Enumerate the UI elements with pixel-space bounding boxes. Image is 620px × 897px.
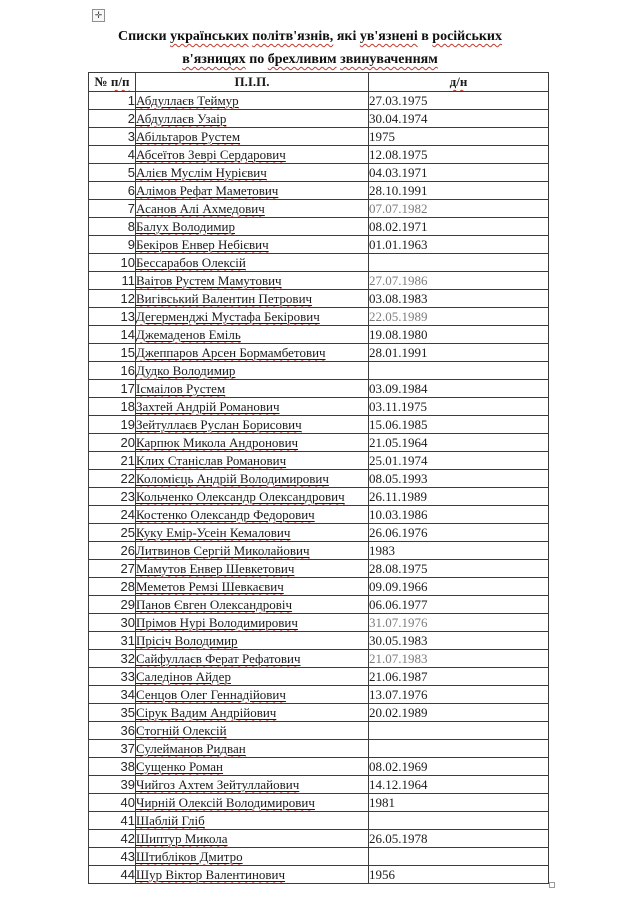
name-cell — [136, 650, 369, 668]
prisoner-name — [136, 759, 223, 774]
name-cell — [136, 776, 369, 794]
row-number-cell: 25 — [89, 524, 136, 542]
row-number-cell: 41 — [89, 812, 136, 830]
table-row — [89, 236, 549, 254]
row-number-cell: 40 — [89, 794, 136, 812]
name-cell — [136, 182, 369, 200]
name-cell — [136, 326, 369, 344]
row-number-cell: 8 — [89, 218, 136, 236]
spellcheck-squiggle-text: Ісмаілов Рустем — [136, 380, 226, 396]
prisoner-name — [136, 777, 299, 792]
dob-cell: 22.05.1989 — [369, 308, 549, 326]
table-row — [89, 794, 549, 812]
row-number-cell: 16 — [89, 362, 136, 380]
row-number-cell: 36 — [89, 722, 136, 740]
prisoner-name — [136, 111, 226, 126]
name-cell — [136, 344, 369, 362]
spellcheck-squiggle-text: Чийгоз Ахтем Зейтуллайович — [136, 776, 300, 792]
name-cell — [136, 164, 369, 182]
table-header-row — [89, 73, 549, 92]
table-move-handle-icon[interactable] — [92, 9, 105, 22]
dob-cell: 04.03.1971 — [369, 164, 549, 182]
four-way-arrow-icon: ✛ — [94, 10, 103, 20]
name-cell — [136, 704, 369, 722]
name-cell — [136, 722, 369, 740]
name-cell — [136, 470, 369, 488]
name-cell — [136, 614, 369, 632]
table-row — [89, 182, 549, 200]
row-number-cell: 38 — [89, 758, 136, 776]
table-row — [89, 506, 549, 524]
table-row — [89, 848, 549, 866]
name-cell — [136, 146, 369, 164]
table-row — [89, 254, 549, 272]
name-cell — [136, 398, 369, 416]
spellcheck-squiggle-text: Джемаденов Еміль — [136, 326, 241, 342]
table-row — [89, 308, 549, 326]
spellcheck-squiggle-text: Балух Володимир — [136, 218, 235, 234]
name-cell — [136, 686, 369, 704]
row-number-cell: 30 — [89, 614, 136, 632]
prisoner-name — [136, 345, 326, 360]
spellcheck-squiggle-text: Прісіч Володимир — [136, 632, 238, 648]
prisoner-name — [136, 219, 235, 234]
row-number-cell: 43 — [89, 848, 136, 866]
table-row — [89, 164, 549, 182]
spellcheck-squiggle-text: Штибліков Дмитро — [136, 848, 243, 864]
spellcheck-squiggle-text: д/н — [449, 74, 468, 89]
table-row — [89, 578, 549, 596]
dob-cell: 26.06.1976 — [369, 524, 549, 542]
dob-cell — [369, 254, 549, 272]
table-row — [89, 290, 549, 308]
dob-cell: 1975 — [369, 128, 549, 146]
spellcheck-squiggle-text: Дудко Володимир — [136, 362, 236, 378]
row-number-cell: 10 — [89, 254, 136, 272]
dob-cell: 1956 — [369, 866, 549, 884]
row-number-cell: 23 — [89, 488, 136, 506]
table-row — [89, 470, 549, 488]
row-number-cell: 42 — [89, 830, 136, 848]
prisoner-name — [136, 435, 298, 450]
dob-cell: 19.08.1980 — [369, 326, 549, 344]
table-row — [89, 92, 549, 110]
table-row — [89, 110, 549, 128]
table-row — [89, 722, 549, 740]
spellcheck-squiggle-text: Джеппаров Арсен Бормамбетович — [136, 344, 326, 360]
dob-cell: 26.11.1989 — [369, 488, 549, 506]
spellcheck-squiggle-text: Сулейманов Ридван — [136, 740, 246, 756]
table-row — [89, 830, 549, 848]
name-cell — [136, 452, 369, 470]
prisoner-name — [136, 579, 284, 594]
dob-cell: 31.07.1976 — [369, 614, 549, 632]
spellcheck-squiggle-text: Сайфуллаєв Ферат Рефатович — [136, 650, 301, 666]
row-number-cell: 28 — [89, 578, 136, 596]
dob-cell: 1983 — [369, 542, 549, 560]
spellcheck-squiggle-text: Панов Євген Олександровіч — [136, 596, 293, 612]
table-row — [89, 488, 549, 506]
dob-cell: 10.03.1986 — [369, 506, 549, 524]
spellcheck-squiggle-text: Дегерменджі Мустафа Бекірович — [136, 308, 320, 324]
dob-cell: 12.08.1975 — [369, 146, 549, 164]
dob-cell: 21.07.1983 — [369, 650, 549, 668]
dob-cell: 09.09.1966 — [369, 578, 549, 596]
document-title-line1: Списки українських політв'язнів, які ув'язнені в російських — [117, 29, 503, 44]
name-cell — [136, 632, 369, 650]
name-cell — [136, 434, 369, 452]
table-row — [89, 218, 549, 236]
dob-cell: 21.05.1964 — [369, 434, 549, 452]
dob-cell: 03.11.1975 — [369, 398, 549, 416]
prisoner-name — [136, 525, 290, 540]
row-number-cell: 29 — [89, 596, 136, 614]
row-number-cell: 35 — [89, 704, 136, 722]
dob-cell — [369, 740, 549, 758]
name-cell — [136, 218, 369, 236]
spellcheck-squiggle-text: Литвинов Сергій Миколайович — [136, 542, 310, 558]
table-row — [89, 128, 549, 146]
name-cell — [136, 200, 369, 218]
name-cell — [136, 380, 369, 398]
spellcheck-squiggle-text: Бекіров Енвер Небієвич — [136, 236, 269, 252]
row-number-cell: 37 — [89, 740, 136, 758]
prisoner-name — [136, 147, 286, 162]
name-cell — [136, 506, 369, 524]
document-title — [40, 25, 580, 71]
table-row — [89, 416, 549, 434]
table-row — [89, 740, 549, 758]
row-number-cell: 5 — [89, 164, 136, 182]
prisoner-name — [136, 813, 205, 828]
dob-cell: 06.06.1977 — [369, 596, 549, 614]
name-cell — [136, 578, 369, 596]
table-row — [89, 542, 549, 560]
spellcheck-squiggle-text: українських — [170, 29, 249, 44]
dob-cell: 21.06.1987 — [369, 668, 549, 686]
spellcheck-squiggle-text: звинуваченням — [340, 52, 438, 67]
row-number-cell: 27 — [89, 560, 136, 578]
row-number-cell: 18 — [89, 398, 136, 416]
name-cell — [136, 740, 369, 758]
table-row — [89, 758, 549, 776]
spellcheck-squiggle-text: Алімов Рефат Маметович — [136, 182, 279, 198]
spellcheck-squiggle-text: Шур Віктор Валентинович — [136, 866, 286, 882]
row-number-cell: 26 — [89, 542, 136, 560]
row-number-cell: 34 — [89, 686, 136, 704]
spellcheck-squiggle-text: Саледінов Айдер — [136, 668, 231, 684]
dob-cell: 26.05.1978 — [369, 830, 549, 848]
table-row — [89, 560, 549, 578]
dob-cell: 28.01.1991 — [369, 344, 549, 362]
prisoner-name — [136, 831, 228, 846]
dob-cell — [369, 812, 549, 830]
name-cell — [136, 524, 369, 542]
prisoner-name — [136, 489, 345, 504]
name-cell — [136, 812, 369, 830]
prisoner-name — [136, 723, 227, 738]
spellcheck-squiggle-text: ув'язнені — [359, 29, 418, 44]
spellcheck-squiggle-text: Абсеїтов Зеврі Сердарович — [136, 146, 286, 162]
prisoner-name — [136, 741, 246, 756]
spellcheck-squiggle-text: Сірук Вадим Андрійович — [136, 704, 277, 720]
prisoner-name — [136, 471, 329, 486]
table-row — [89, 344, 549, 362]
name-cell — [136, 290, 369, 308]
prisoner-name — [136, 507, 315, 522]
row-number-cell: 17 — [89, 380, 136, 398]
row-number-cell: 19 — [89, 416, 136, 434]
table-row — [89, 614, 549, 632]
name-cell — [136, 758, 369, 776]
spellcheck-squiggle-text: Алієв Муслім Нурієвич — [136, 164, 267, 180]
table-row — [89, 632, 549, 650]
prisoner-name — [136, 291, 312, 306]
name-cell — [136, 110, 369, 128]
dob-cell — [369, 722, 549, 740]
dob-cell: 15.06.1985 — [369, 416, 549, 434]
spellcheck-squiggle-text: Абільтаров Рустем — [136, 128, 241, 144]
table-row — [89, 434, 549, 452]
row-number-cell: 15 — [89, 344, 136, 362]
prisoner-name — [136, 129, 240, 144]
prisoner-name — [136, 255, 246, 270]
spellcheck-squiggle-text: Ваітов Рустем Мамутович — [136, 272, 282, 288]
dob-cell: 03.08.1983 — [369, 290, 549, 308]
prisoner-name — [136, 669, 231, 684]
row-number-cell: 31 — [89, 632, 136, 650]
name-cell — [136, 362, 369, 380]
prisoner-name — [136, 561, 294, 576]
dob-cell: 01.01.1963 — [369, 236, 549, 254]
prisoner-name — [136, 237, 269, 252]
prisoner-name — [136, 183, 278, 198]
spellcheck-squiggle-text: Кольченко Олександр Олександрович — [136, 488, 345, 504]
row-number-cell: 21 — [89, 452, 136, 470]
name-cell — [136, 668, 369, 686]
dob-cell: 27.03.1975 — [369, 92, 549, 110]
spellcheck-squiggle-text: Стогній Олексій — [136, 722, 227, 738]
header-cell-dob — [369, 73, 549, 92]
table-row — [89, 686, 549, 704]
name-cell — [136, 866, 369, 884]
document-title-line2: в'язницях по брехливим звинуваченням — [182, 52, 438, 67]
dob-cell: 07.07.1982 — [369, 200, 549, 218]
prisoner-name — [136, 201, 265, 216]
prisoner-name — [136, 399, 280, 414]
spellcheck-squiggle-text: Прімов Нурі Володимирович — [136, 614, 298, 630]
row-number-cell: 32 — [89, 650, 136, 668]
dob-cell: 08.02.1969 — [369, 758, 549, 776]
row-number-cell: 13 — [89, 308, 136, 326]
table-row — [89, 668, 549, 686]
name-cell — [136, 596, 369, 614]
dob-cell: 30.04.1974 — [369, 110, 549, 128]
dob-cell: 1981 — [369, 794, 549, 812]
spellcheck-squiggle-text: Чирній Олексій Володимирович — [136, 794, 315, 810]
table-row — [89, 362, 549, 380]
prisoner-name — [136, 309, 320, 324]
table-row — [89, 398, 549, 416]
name-cell — [136, 254, 369, 272]
table-row — [89, 200, 549, 218]
spellcheck-squiggle-text: політв'язнів, — [252, 29, 334, 44]
spellcheck-squiggle-text: Куку Емір-Усеін Кемалович — [136, 524, 291, 540]
name-cell — [136, 542, 369, 560]
row-number-cell: 33 — [89, 668, 136, 686]
prisoner-name — [136, 795, 315, 810]
prisoner-name — [136, 417, 302, 432]
table-row — [89, 452, 549, 470]
prisoners-table — [88, 72, 549, 884]
name-cell — [136, 848, 369, 866]
spellcheck-squiggle-text: Костенко Олександр Федорович — [136, 506, 315, 522]
table-row — [89, 146, 549, 164]
table-row — [89, 812, 549, 830]
spellcheck-squiggle-text: в'язницях — [182, 52, 246, 67]
table-row — [89, 776, 549, 794]
header-cell-number: № п/п — [89, 73, 136, 92]
spellcheck-squiggle-text: Бессарабов Олексій — [136, 254, 246, 270]
name-cell — [136, 830, 369, 848]
name-cell — [136, 560, 369, 578]
prisoner-name — [136, 453, 286, 468]
spellcheck-squiggle-text: п/п — [110, 74, 130, 89]
prisoner-name — [136, 543, 310, 558]
dob-cell: 28.10.1991 — [369, 182, 549, 200]
name-cell — [136, 92, 369, 110]
spellcheck-squiggle-text: Зейтуллаєв Руслан Борисович — [136, 416, 302, 432]
row-number-cell: 2 — [89, 110, 136, 128]
prisoner-name — [136, 687, 286, 702]
table-resize-handle[interactable] — [549, 882, 555, 888]
dob-cell: 20.02.1989 — [369, 704, 549, 722]
prisoner-name — [136, 273, 282, 288]
prisoner-name — [136, 363, 235, 378]
spellcheck-squiggle-text: Захтей Андрій Романович — [136, 398, 280, 414]
row-number-cell: 22 — [89, 470, 136, 488]
table-row — [89, 596, 549, 614]
row-number-cell: 39 — [89, 776, 136, 794]
dob-cell: 03.09.1984 — [369, 380, 549, 398]
prisoner-name — [136, 93, 239, 108]
name-cell — [136, 272, 369, 290]
spellcheck-squiggle-text: Шиптур Микола — [136, 830, 228, 846]
prisoner-name — [136, 615, 298, 630]
prisoner-name — [136, 165, 267, 180]
dob-cell: 27.07.1986 — [369, 272, 549, 290]
spellcheck-squiggle-text: Абдуллаєв Узаір — [136, 110, 227, 126]
row-number-cell: 20 — [89, 434, 136, 452]
name-cell — [136, 236, 369, 254]
spellcheck-squiggle-text: Абдуллаєв Теймур — [136, 92, 239, 108]
spellcheck-squiggle-text: Мамутов Енвер Шевкетович — [136, 560, 295, 576]
header-cell-name: П.І.П. — [136, 73, 369, 92]
name-cell — [136, 794, 369, 812]
row-number-cell: 4 — [89, 146, 136, 164]
prisoner-name — [136, 867, 285, 882]
spellcheck-squiggle-text: Шаблій Гліб — [136, 812, 205, 828]
table-row — [89, 650, 549, 668]
row-number-cell: 1 — [89, 92, 136, 110]
dob-cell: 08.05.1993 — [369, 470, 549, 488]
row-number-cell: 24 — [89, 506, 136, 524]
prisoner-name — [136, 705, 276, 720]
row-number-cell: 7 — [89, 200, 136, 218]
dob-cell: 30.05.1983 — [369, 632, 549, 650]
name-cell — [136, 128, 369, 146]
dob-cell: 28.08.1975 — [369, 560, 549, 578]
table-row — [89, 326, 549, 344]
row-number-cell: 6 — [89, 182, 136, 200]
dob-cell: 25.01.1974 — [369, 452, 549, 470]
prisoner-name — [136, 327, 241, 342]
dob-cell: 13.07.1976 — [369, 686, 549, 704]
row-number-cell: 12 — [89, 290, 136, 308]
dob-cell: 14.12.1964 — [369, 776, 549, 794]
spellcheck-squiggle-text: російських — [432, 29, 503, 44]
row-number-cell: 9 — [89, 236, 136, 254]
row-number-cell: 11 — [89, 272, 136, 290]
spellcheck-squiggle-text: Асанов Алі Ахмедович — [136, 200, 265, 216]
spellcheck-squiggle-text: Сенцов Олег Геннадійович — [136, 686, 286, 702]
row-number-cell: 3 — [89, 128, 136, 146]
row-number-cell: 44 — [89, 866, 136, 884]
prisoner-name — [136, 849, 243, 864]
spellcheck-squiggle-text: Вигівський Валентин Петрович — [136, 290, 313, 306]
row-number-cell: 14 — [89, 326, 136, 344]
prisoner-name — [136, 651, 301, 666]
name-cell — [136, 308, 369, 326]
table-row — [89, 524, 549, 542]
spellcheck-squiggle-text: Коломієць Андрій Володимирович — [136, 470, 329, 486]
spellcheck-squiggle-text: Клих Станіслав Романович — [136, 452, 287, 468]
table-row — [89, 380, 549, 398]
table-row — [89, 866, 549, 884]
spellcheck-squiggle-text: Сущенко Роман — [136, 758, 224, 774]
name-cell — [136, 488, 369, 506]
spellcheck-squiggle-text: Меметов Ремзі Шевкаєвич — [136, 578, 284, 594]
prisoner-name — [136, 597, 292, 612]
table-row — [89, 704, 549, 722]
spellcheck-squiggle-text: брехливим — [267, 52, 337, 67]
dob-cell: 08.02.1971 — [369, 218, 549, 236]
prisoner-name — [136, 633, 238, 648]
spellcheck-squiggle-text: Карпюк Микола Андронович — [136, 434, 299, 450]
dob-cell — [369, 362, 549, 380]
table-row — [89, 272, 549, 290]
name-cell — [136, 416, 369, 434]
dob-cell — [369, 848, 549, 866]
prisoner-name — [136, 381, 225, 396]
